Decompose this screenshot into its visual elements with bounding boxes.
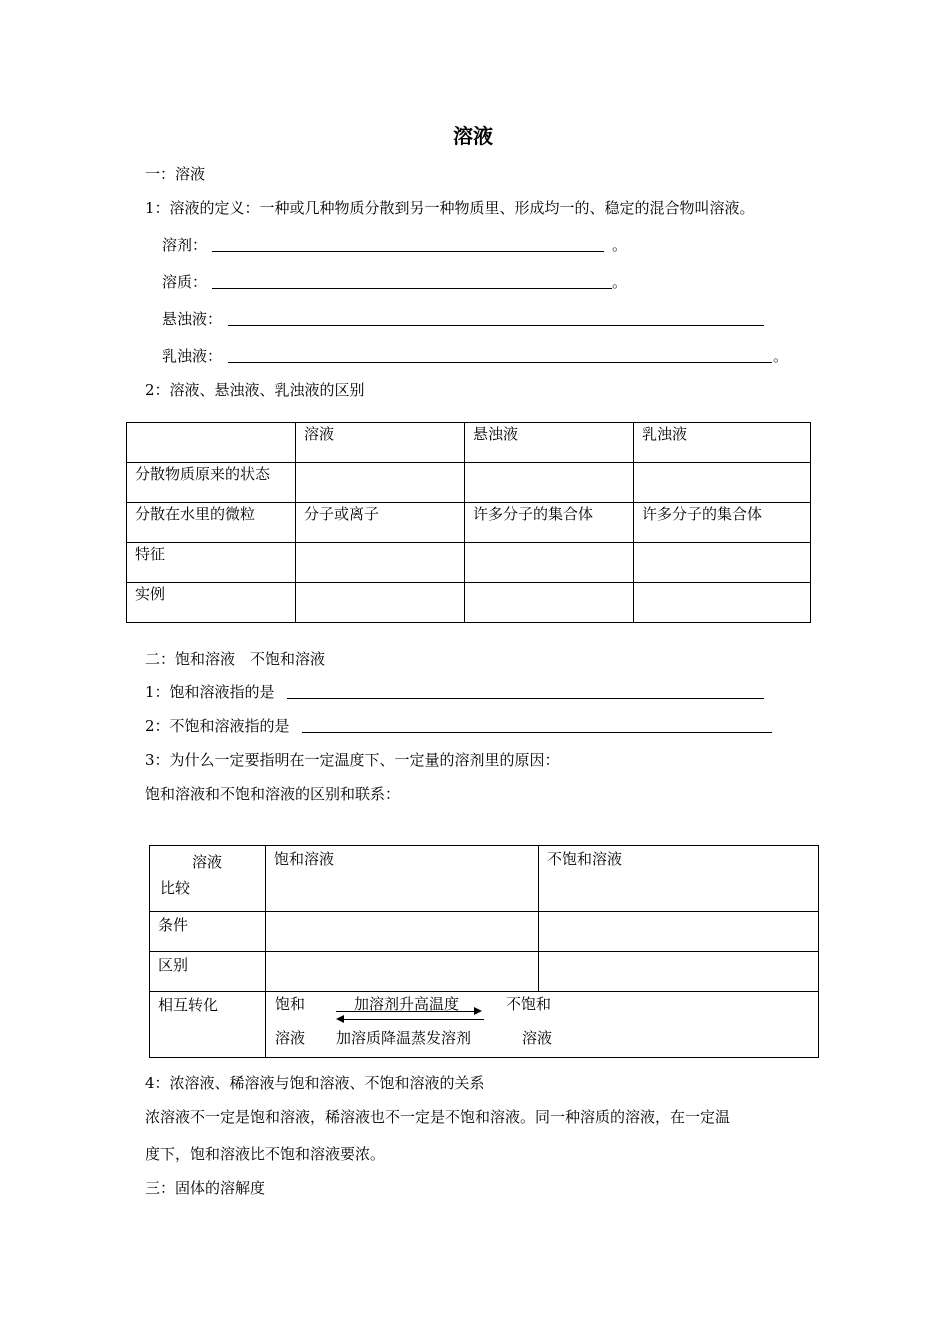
table-cell[interactable]: [465, 463, 634, 503]
table-header-cell: 悬浊液: [465, 423, 634, 463]
table-row-label: 特征: [127, 543, 296, 583]
table-row-label: 分散在水里的微粒: [127, 503, 296, 543]
table-header-cell: 饱和溶液: [266, 846, 539, 912]
solvent-label: 溶剂：: [162, 236, 208, 254]
section-heading-saturated: 二：饱和溶液 不饱和溶液: [145, 650, 326, 668]
forward-condition: 加溶剂升高温度: [354, 995, 460, 1013]
solute-blank[interactable]: [212, 288, 612, 289]
table-cell[interactable]: [266, 952, 539, 992]
table-header-row: [127, 423, 811, 463]
saturated-question: 1：饱和溶液指的是: [145, 683, 275, 701]
unsaturated-question: 2：不饱和溶液指的是: [145, 717, 290, 735]
unsaturated-top: 不饱和: [506, 995, 552, 1013]
table-row: [150, 992, 819, 1058]
table-header-cell: 乳浊液: [634, 423, 811, 463]
table-cell[interactable]: [296, 543, 465, 583]
relation-heading: 饱和溶液和不饱和溶液的区别和联系：: [145, 785, 401, 803]
table-cell[interactable]: [266, 912, 539, 952]
table-cell[interactable]: [539, 952, 819, 992]
table-row: [127, 503, 811, 543]
conversion-cell: [266, 992, 819, 1058]
table-cell: 许多分子的集合体: [634, 503, 811, 543]
table-row-label: 实例: [127, 583, 296, 623]
section-heading-solubility: 三：固体的溶解度: [145, 1179, 266, 1197]
suspension-label: 悬浊液：: [162, 310, 223, 328]
table-cell: 许多分子的集合体: [465, 503, 634, 543]
solvent-end: 。: [612, 236, 628, 254]
table-cell: [127, 423, 296, 463]
table-cell[interactable]: [634, 543, 811, 583]
table-cell[interactable]: [296, 463, 465, 503]
unsaturated-blank[interactable]: [302, 732, 772, 733]
solvent-blank[interactable]: [212, 251, 604, 252]
emulsion-end: 。: [773, 347, 789, 365]
table-cell[interactable]: [296, 583, 465, 623]
saturated-bottom: 溶液: [275, 1029, 306, 1047]
table-cell[interactable]: [634, 463, 811, 503]
solution-definition: 1：溶液的定义：一种或几种物质分散到另一种物质里、形成均一的、稳定的混合物叫溶液。: [145, 199, 755, 217]
forward-arrow-line: [336, 1011, 476, 1012]
arrow-left-icon: [336, 1015, 344, 1023]
table-row: [150, 952, 819, 992]
emulsion-label: 乳浊液：: [162, 347, 223, 365]
relation-text-line1: 浓溶液不一定是饱和溶液，稀溶液也不一定是不饱和溶液。同一种溶质的溶液，在一定温: [145, 1108, 731, 1126]
table-row: [127, 463, 811, 503]
table-header-cell: 溶液: [296, 423, 465, 463]
saturation-table: [149, 845, 819, 1058]
table-cell: 分子或离子: [296, 503, 465, 543]
table-row-label: 区别: [150, 952, 266, 992]
corner-bottom-label: 比较: [160, 879, 191, 897]
table-cell[interactable]: [539, 912, 819, 952]
table-header-cell: 不饱和溶液: [539, 846, 819, 912]
saturated-blank[interactable]: [287, 698, 764, 699]
relation-text-line2: 度下，饱和溶液比不饱和溶液要浓。: [145, 1145, 386, 1163]
backward-condition: 加溶质降温蒸发溶剂: [336, 1029, 472, 1047]
section-heading-solution: 一：溶液: [145, 165, 206, 183]
table-header-row: [150, 846, 819, 912]
arrow-right-icon: [474, 1007, 482, 1015]
suspension-blank[interactable]: [228, 325, 764, 326]
table-cell[interactable]: [465, 583, 634, 623]
solute-end: 。: [612, 273, 628, 291]
table-cell[interactable]: [465, 543, 634, 583]
backward-arrow-line: [344, 1019, 484, 1020]
relation-section-heading: 4：浓溶液、稀溶液与饱和溶液、不饱和溶液的关系: [145, 1074, 485, 1092]
table-row-label: 分散物质原来的状态: [127, 463, 296, 503]
reason-question: 3：为什么一定要指明在一定温度下、一定量的溶剂里的原因：: [145, 751, 560, 769]
table-row: [150, 912, 819, 952]
table-row: [127, 583, 811, 623]
page-title: 溶液: [453, 124, 493, 148]
table-row-label: 条件: [150, 912, 266, 952]
table-row-label: 相互转化: [150, 992, 266, 1058]
corner-top-label: 溶液: [192, 853, 223, 871]
compare-heading: 2：溶液、悬浊液、乳浊液的区别: [145, 381, 365, 399]
saturated-top: 饱和: [275, 995, 306, 1013]
solute-label: 溶质：: [162, 273, 208, 291]
comparison-table: [126, 422, 811, 623]
table-cell[interactable]: [634, 583, 811, 623]
table-row: [127, 543, 811, 583]
emulsion-blank[interactable]: [228, 362, 772, 363]
unsaturated-bottom: 溶液: [522, 1029, 553, 1047]
table-corner-cell: [150, 846, 266, 912]
